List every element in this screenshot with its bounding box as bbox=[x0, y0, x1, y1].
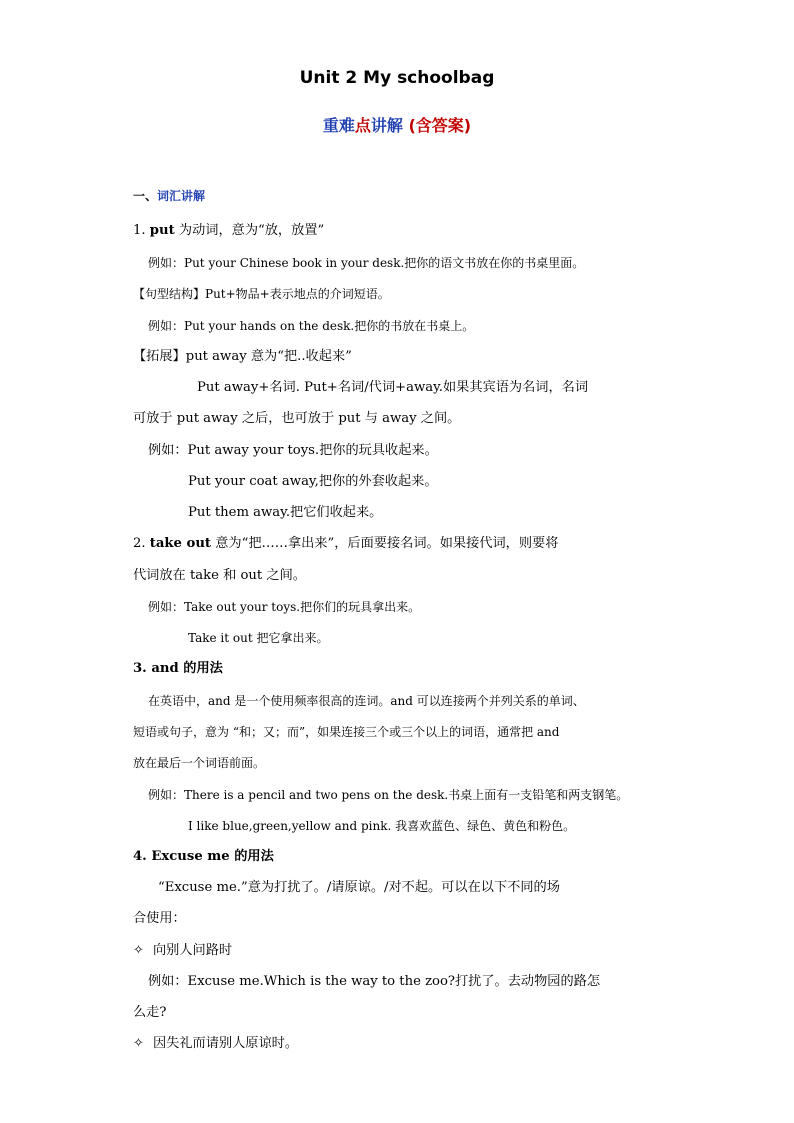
item-keyword: put bbox=[149, 223, 175, 238]
item-1-heading bbox=[133, 221, 324, 241]
subtitle-part-3: 讲解 bbox=[370, 116, 403, 135]
paragraph-line: “Excuse me.”意为打扰了。/请原谅。/对不起。可以在以下不同的场 bbox=[158, 880, 560, 895]
item-number: 1. bbox=[133, 223, 150, 238]
example-line: Put your coat away,把你的外套收起来。 bbox=[188, 474, 438, 489]
bullet-item bbox=[133, 941, 232, 961]
section-number: 一、 bbox=[133, 189, 158, 203]
document-subtitle bbox=[0, 113, 794, 136]
item-3-heading: 3. and 的用法 bbox=[133, 661, 223, 676]
diamond-bullet-icon: ✧ bbox=[133, 1036, 145, 1051]
paragraph-line: 代词放在 take 和 out 之间。 bbox=[133, 568, 306, 583]
structure-line: 【句型结构】Put+物品+表示地点的介词短语。 bbox=[133, 287, 390, 301]
item-number: 2. bbox=[133, 536, 150, 551]
example-line: 例如：There is a pencil and two pens on the desk.书桌上面有一支铅笔和两支钢笔。 bbox=[148, 788, 629, 802]
subtitle-part-2: 点 bbox=[354, 116, 371, 135]
item-4-heading: 4. Excuse me 的用法 bbox=[133, 849, 274, 864]
example-line: 例如：Excuse me.Which is the way to the zoo?打扰了。去动物园的路怎 bbox=[148, 974, 601, 989]
example-line: 例如：Put your Chinese book in your desk.把你的语文书放在你的书桌里面。 bbox=[148, 256, 585, 270]
subtitle-part-1: 重难 bbox=[322, 116, 355, 135]
paragraph-line: 短语或句子，意为 “和；又；而”，如果连接三个或三个以上的词语，通常把 and bbox=[133, 725, 560, 739]
paragraph-line: 放在最后一个词语前面。 bbox=[133, 756, 266, 770]
example-line: 例如：Take out your toys.把你们的玩具拿出来。 bbox=[148, 600, 421, 614]
subtitle-answer-note: (含答案) bbox=[408, 116, 472, 135]
extension-line: 【拓展】put away 意为“把..收起来” bbox=[133, 349, 352, 364]
bullet-text: 因失礼而请别人原谅时。 bbox=[153, 1036, 299, 1051]
paragraph-line: 可放于 put away 之后，也可放于 put 与 away 之间。 bbox=[133, 411, 461, 426]
example-line: I like blue,green,yellow and pink. 我喜欢蓝色、绿色、黄色和粉色。 bbox=[188, 819, 576, 833]
paragraph-line: Put away+名词. Put+名词/代词+away.如果其宾语为名词，名词 bbox=[197, 380, 589, 395]
item-definition: 为动词，意为“放，放置” bbox=[174, 223, 325, 238]
item-2-heading bbox=[133, 534, 558, 554]
item-definition: 意为“把……拿出来”，后面要接名词。如果接代词，则要将 bbox=[211, 536, 559, 551]
example-line: 例如：Put away your toys.把你的玩具收起来。 bbox=[148, 443, 438, 458]
example-line: 例如：Put your hands on the desk.把你的书放在书桌上。 bbox=[148, 319, 475, 333]
document-title: Unit 2 My schoolbag bbox=[299, 68, 495, 88]
paragraph-line: 在英语中，and 是一个使用频率很高的连词。and 可以连接两个并列关系的单词、 bbox=[148, 694, 585, 708]
section-label: 词汇讲解 bbox=[157, 189, 206, 203]
bullet-text: 向别人问路时 bbox=[153, 943, 233, 958]
section-heading-vocabulary bbox=[133, 186, 205, 206]
example-line: Put them away.把它们收起来。 bbox=[188, 505, 383, 520]
item-keyword: take out bbox=[149, 536, 212, 551]
bullet-item bbox=[133, 1034, 298, 1054]
paragraph-line: 合使用： bbox=[133, 911, 186, 926]
paragraph-line: 么走? bbox=[133, 1005, 167, 1020]
diamond-bullet-icon: ✧ bbox=[133, 943, 145, 958]
example-line: Take it out 把它拿出来。 bbox=[188, 631, 329, 645]
